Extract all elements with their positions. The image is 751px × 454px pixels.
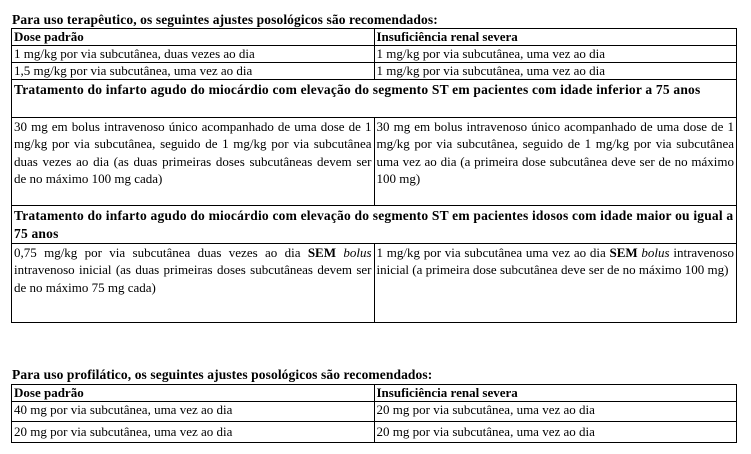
prophylactic-table xyxy=(11,384,737,443)
section-title: Tratamento do infarto agudo do miocárdio com elevação do segmento ST em pacientes com idade inferior a 75 anos xyxy=(12,80,737,118)
cell-renal xyxy=(374,244,737,323)
dose-text: intravenoso inicial (as duas primeiras doses subcutâneas devem ser de no máximo 75 mg cada) xyxy=(14,262,372,295)
cell-standard xyxy=(12,244,375,323)
italic-term: bolus xyxy=(641,245,670,260)
col-renal-insufficiency: Insuficiência renal severa xyxy=(374,29,737,46)
cell-renal: 30 mg em bolus intravenoso único acompanhado de uma dose de 1 mg/kg por via subcutânea, seguido de 1 mg/kg por via subcutânea uma vez ao dia (a primeira dose subcutânea deve ser de no máximo 100 mg) xyxy=(374,118,737,206)
cell-standard: 1,5 mg/kg por via subcutânea, uma vez ao dia xyxy=(12,63,375,80)
col-standard-dose: Dose padrão xyxy=(12,29,375,46)
cell-standard: 20 mg por via subcutânea, uma vez ao dia xyxy=(12,422,375,443)
cell-renal: 1 mg/kg por via subcutânea, uma vez ao dia xyxy=(374,63,737,80)
section-title: Tratamento do infarto agudo do miocárdio com elevação do segmento ST em pacientes idosos com idade maior ou igual a 75 anos xyxy=(12,206,737,244)
prophylactic-heading: Para uso profilático, os seguintes ajustes posológicos são recomendados: xyxy=(12,367,433,382)
dose-text: 0,75 mg/kg por via subcutânea duas vezes ao dia xyxy=(14,245,308,260)
therapeutic-table xyxy=(11,28,737,323)
table-row xyxy=(12,422,737,443)
cell-renal: 1 mg/kg por via subcutânea, uma vez ao dia xyxy=(374,46,737,63)
therapeutic-heading: Para uso terapêutico, os seguintes ajustes posológicos são recomendados: xyxy=(12,12,438,27)
section-row-stemi-elderly xyxy=(12,206,737,244)
cell-standard: 1 mg/kg por via subcutânea, duas vezes ao dia xyxy=(12,46,375,63)
dose-text: 1 mg/kg por via subcutânea uma vez ao dia xyxy=(376,245,610,260)
cell-standard: 30 mg em bolus intravenoso único acompanhado de uma dose de 1 mg/kg por via subcutânea, seguido de 1 mg/kg por via subcutânea duas vezes ao dia (as duas primeiras doses subcutâneas devem ser de no máximo 100 mg cada) xyxy=(12,118,375,206)
section-row-stemi-under-75 xyxy=(12,80,737,118)
cell-renal: 20 mg por via subcutânea, uma vez ao dia xyxy=(374,422,737,443)
table-header-row xyxy=(12,385,737,402)
table-row xyxy=(12,118,737,206)
cell-renal: 20 mg por via subcutânea, uma vez ao dia xyxy=(374,402,737,422)
table-row xyxy=(12,63,737,80)
cell-standard: 40 mg por via subcutânea, uma vez ao dia xyxy=(12,402,375,422)
table-row xyxy=(12,46,737,63)
italic-term: bolus xyxy=(343,245,372,260)
emphasis-text: SEM xyxy=(609,245,638,260)
table-row xyxy=(12,402,737,422)
col-renal-insufficiency: Insuficiência renal severa xyxy=(374,385,737,402)
emphasis-text: SEM xyxy=(307,245,336,260)
dose-text: intravenoso inicial (a primeira dose subcutânea deve ser de no máximo 100 mg) xyxy=(376,245,734,278)
table-header-row xyxy=(12,29,737,46)
table-row xyxy=(12,244,737,323)
col-standard-dose: Dose padrão xyxy=(12,385,375,402)
